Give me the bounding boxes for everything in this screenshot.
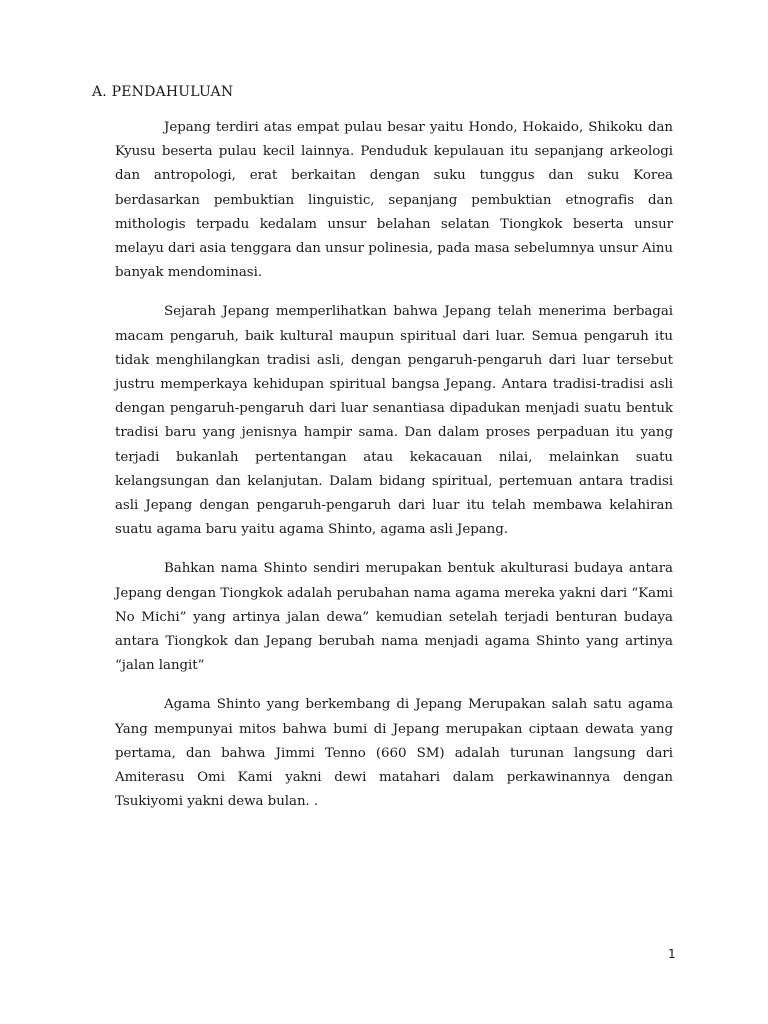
paragraph-1: Jepang terdiri atas empat pulau besar yaitu Hondo, Hokaido, Shikoku dan Kyusu beserta pulau kecil lainnya. Penduduk kepulauan itu sepanjang arkeologi dan antropologi, erat berkaitan dengan suku tunggus dan suku Korea berdasarkan pembuktian linguistic, sepanjang pembuktian etnografis dan mithologis terpadu kedalam unsur belahan selatan Tiongkok beserta unsur melayu dari asia tenggara dan unsur polinesia, pada masa sebelumnya unsur Ainu banyak mendominasi.	[115, 120, 673, 281]
paragraph-3: Bahkan nama Shinto sendiri merupakan bentuk akulturasi budaya antara Jepang dengan Tiongkok adalah perubahan nama agama mereka yakni dari “Kami No Michi” yang artinya jalan dewa” kemudian setelah terjadi benturan budaya antara Tiongkok dan Jepang berubah nama menjadi agama Shinto yang artinya “jalan langit”	[115, 561, 673, 674]
paragraph-2: Sejarah Jepang memperlihatkan bahwa Jepang telah menerima berbagai macam pengaruh, baik kultural maupun spiritual dari luar. Semua pengaruh itu tidak menghilangkan tradisi asli, dengan pengaruh-pengaruh dari luar tersebut justru memperkaya kehidupan spiritual bangsa Jepang. Antara tradisi-tradisi asli dengan pengaruh-pengaruh dari luar senantiasa dipadukan menjadi suatu bentuk tradisi baru yang jenisnya hampir sama. Dan dalam proses perpaduan itu yang terjadi bukanlah pertentangan atau kekacauan nilai, melainkan suatu kelangsungan dan kelanjutan. Dalam bidang spiritual, pertemuan antara tradisi asli Jepang dengan pengaruh-pengaruh dari luar itu telah membawa kelahiran suatu agama baru yaitu agama Shinto, agama asli Jepang.	[115, 304, 673, 538]
section-heading: A. PENDAHULUAN	[92, 84, 234, 100]
paragraph-4: Agama Shinto yang berkembang di Jepang Merupakan salah satu agama Yang mempunyai mitos bahwa bumi di Jepang merupakan ciptaan dewata yang pertama, dan bahwa Jimmi Tenno (660 SM) adalah turunan langsung dari Amiterasu Omi Kami yakni dewi matahari dalam perkawinannya dengan Tsukiyomi yakni dewa bulan. .	[115, 697, 673, 810]
page-number: 1	[668, 947, 676, 961]
body-text	[115, 116, 673, 829]
